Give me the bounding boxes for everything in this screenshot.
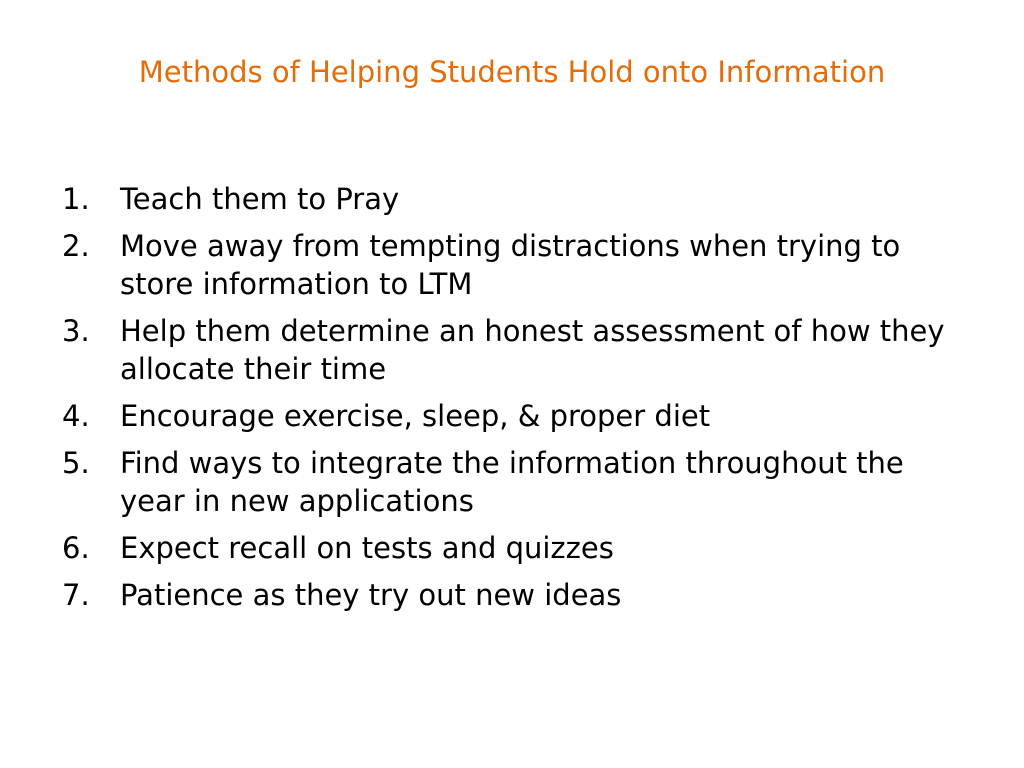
list-item-text: Teach them to Pray [120, 182, 400, 216]
list-item-number: 2. [62, 229, 90, 263]
list-item-number: 4. [62, 399, 90, 433]
list-item [62, 227, 962, 303]
list-item [62, 529, 962, 567]
list-item [62, 312, 962, 388]
list-item-number: 1. [62, 182, 90, 216]
list-item [62, 576, 962, 614]
numbered-list [62, 180, 962, 623]
list-item [62, 397, 962, 435]
list-item-number: 3. [62, 314, 90, 348]
list-item-text: Patience as they try out new ideas [120, 578, 622, 612]
list-item-text: Expect recall on tests and quizzes [120, 531, 614, 565]
list-item-number: 6. [62, 531, 90, 565]
list-item-text: Find ways to integrate the information throughout the year in new applications [120, 446, 904, 518]
list-item-number: 5. [62, 446, 90, 480]
list-item-text: Help them determine an honest assessment of how they allocate their time [120, 314, 945, 386]
list-item [62, 180, 962, 218]
list-item [62, 444, 962, 520]
list-item-number: 7. [62, 578, 90, 612]
list-item-text: Encourage exercise, sleep, & proper diet [120, 399, 711, 433]
slide-title: Methods of Helping Students Hold onto Information [138, 55, 886, 89]
list-item-text: Move away from tempting distractions when trying to store information to LTM [120, 229, 901, 301]
